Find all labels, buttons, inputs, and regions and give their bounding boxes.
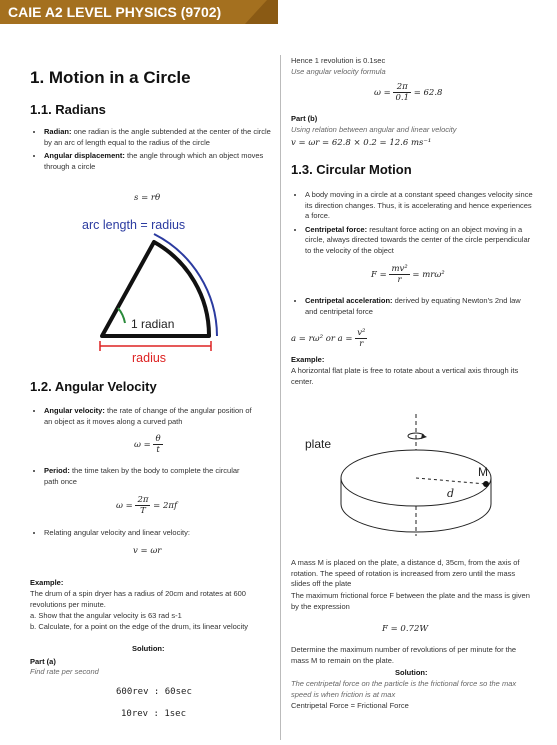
eq-lhs: ω = — [134, 440, 151, 450]
list-item: • Relating angular velocity and linear velocity: — [44, 528, 252, 539]
determine-text: Determine the maximum number of revolutions of per minute for the mass M to remain on the plate. — [291, 645, 517, 665]
circular-motion-list — [293, 190, 533, 259]
example-label: Example: — [30, 578, 64, 587]
equation-linear-velocity: v = ωr = 62.8 × 0.2 = 12.6 ms⁻¹ — [291, 138, 432, 148]
term: Centripetal acceleration: — [305, 296, 393, 305]
document-title: CAIE A2 LEVEL PHYSICS (9702) — [0, 0, 245, 24]
eq-lhs: F = — [371, 270, 387, 280]
rotating-plate-diagram — [291, 398, 541, 543]
equation-period — [116, 495, 177, 516]
subsection-circular-motion: 1.3. Circular Motion — [291, 162, 412, 177]
example-part-a: a. Show that the angular velocity is 63 rad s-1 — [30, 611, 182, 620]
mass-text: A mass M is placed on the plate, a distance d, 35cm, from the axis of rotation. The speed of rotation is increased from zero until the mass slides off the plate — [291, 558, 520, 588]
eq-num: 2π — [393, 82, 411, 93]
section-heading: 1. Motion in a Circle — [30, 68, 191, 87]
definition: one radian is the angle subtended at the center of the circle by an arc of length equal to the radius of the circle — [44, 127, 271, 147]
eq-den: r — [397, 275, 402, 285]
term: Radian: — [44, 127, 72, 136]
term: Period: — [44, 466, 70, 475]
subsection-angular-velocity: 1.2. Angular Velocity — [30, 379, 157, 394]
part-b-label: Part (b) — [291, 114, 318, 123]
equation-v: v = ωr — [133, 546, 162, 556]
period-list — [32, 466, 252, 490]
column-divider — [280, 55, 281, 740]
list-item — [44, 466, 252, 487]
list-item — [44, 127, 272, 148]
definition: derived by equating Newton's 2nd law and centripetal force — [305, 296, 521, 316]
definition: the angle through which an object moves through a circle — [44, 151, 264, 171]
radian-diagram — [80, 212, 230, 367]
eq-den: 0.1 — [395, 93, 409, 103]
list-item — [44, 406, 252, 427]
angle-label: 1 radian — [131, 317, 175, 331]
eq-lhs: a = rω² or a = — [291, 334, 353, 344]
eq-num: θ — [155, 434, 161, 444]
term: Angular displacement: — [44, 151, 125, 160]
definition: the rate of change of the angular position of an object as it moves along a curved path — [44, 406, 252, 426]
eq-num: 2π — [137, 495, 149, 505]
example-part-b: b. Calculate, for a point on the edge of the drum, its linear velocity — [30, 622, 249, 631]
rate-line-1: 600rev : 60sec — [116, 687, 192, 697]
mass-dot — [483, 481, 489, 487]
use-formula-text: Use angular velocity formula — [291, 67, 386, 76]
term: Angular velocity: — [44, 406, 105, 415]
equation-s: s = rθ — [134, 193, 161, 203]
example-text: A horizontal flat plate is free to rotate about a vertical axis through its center. — [291, 366, 519, 386]
eq-den: r — [359, 339, 364, 349]
solution-line-2: Centripetal Force = Frictional Force — [291, 701, 409, 710]
radius-label: radius — [132, 351, 167, 365]
definition: the time taken by the body to complete the circular path once — [44, 466, 240, 486]
example-label: Example: — [291, 355, 325, 364]
angular-velocity-list — [32, 406, 252, 430]
equation-omega — [134, 434, 163, 455]
eq-lhs: ω = — [374, 88, 391, 98]
list-item — [44, 151, 272, 172]
rate-line-2: 10rev : 1sec — [121, 709, 187, 719]
friction-text: The maximum frictional force F between the plate and the mass is given by the expression — [291, 591, 530, 611]
mass-label: M — [478, 465, 488, 479]
eq-den: t — [156, 445, 160, 455]
eq-rhs: = 62.8 — [413, 88, 443, 98]
banner-tip — [245, 0, 267, 24]
solution-label: Solution: — [395, 668, 428, 677]
eq-rhs: = mrω² — [412, 270, 445, 280]
radians-list — [32, 127, 272, 175]
solution-label: Solution: — [132, 644, 165, 653]
eq-num: mv² — [391, 264, 408, 274]
one-revolution-text: Hence 1 revolution is 0.1sec — [291, 56, 386, 65]
example-text: The drum of a spin dryer has a radius of 20cm and rotates at 600 revolutions per minute. — [30, 589, 246, 609]
equation-acceleration — [291, 328, 367, 349]
relation-list — [32, 528, 252, 542]
plate-label: plate — [305, 437, 332, 451]
equation-omega-value — [374, 82, 442, 103]
list-item — [305, 296, 533, 317]
eq-num: v² — [357, 328, 366, 338]
subsection-radians: 1.1. Radians — [30, 102, 106, 117]
distance-label: d — [447, 487, 455, 500]
find-rate-text: Find rate per second — [30, 667, 99, 676]
eq-lhs: ω = — [116, 501, 133, 511]
definition: resultant force acting on an object moving in a circle, always directed towards the center of the circle perpendicular to the velocity of the object — [305, 224, 531, 255]
list-item: • A body moving in a circle at a constant speed changes velocity since its direction changes. Thus, it is accelerating and hence experiences a force. — [305, 190, 533, 222]
eq-den: T — [140, 506, 146, 516]
eq-rhs: = 2πf — [153, 501, 178, 511]
acceleration-list — [293, 296, 533, 320]
angle-arc — [118, 308, 125, 323]
solution-line-1: The centripetal force on the particle is the frictional force so the max speed is when friction is at max — [291, 679, 517, 699]
relation-text: Using relation between angular and linear velocity — [291, 125, 457, 134]
part-a-label: Part (a) — [30, 657, 56, 666]
term: Centripetal force: — [305, 224, 368, 234]
equation-centripetal-force — [371, 264, 445, 285]
list-item — [305, 225, 533, 257]
equation-friction: F = 0.72W — [382, 624, 429, 634]
arc-label: arc length = radius — [82, 218, 186, 232]
